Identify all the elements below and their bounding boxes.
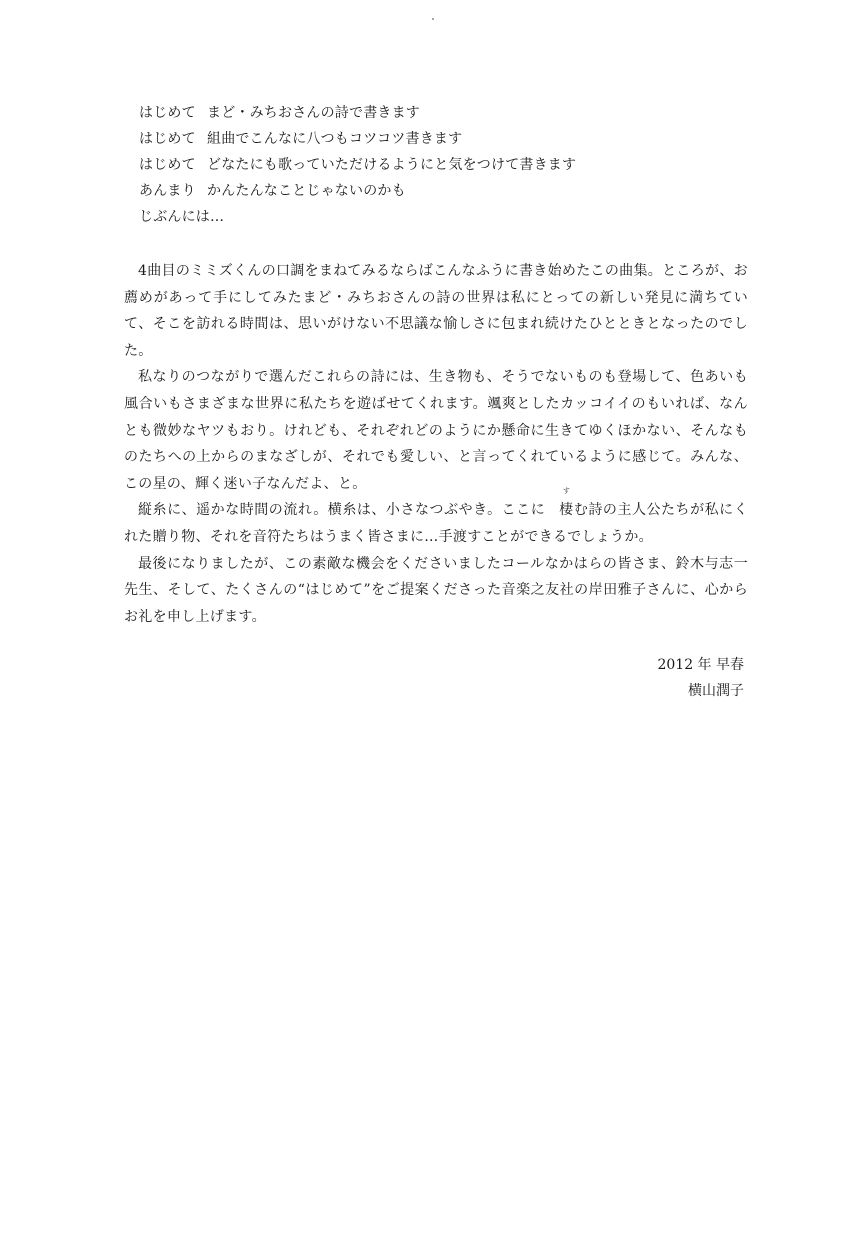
poem-line-lead: はじめて (139, 131, 196, 147)
poem-line-lead: はじめて (139, 105, 196, 121)
poem-line (139, 100, 759, 126)
afterword-body (124, 258, 748, 630)
poem-line (139, 204, 759, 230)
poem-line (139, 126, 759, 152)
signature-date: 2012 年 早春 (657, 657, 744, 673)
poem-line-text: かんたんなことじゃないのかも (207, 183, 406, 199)
paragraph-3-text-after: む詩の主人公たちが私にくれた贈り物、それを音符たちはうまく皆さまに…手渡すことができるでしょうか。 (124, 502, 748, 545)
opening-poem (139, 100, 759, 230)
poem-line-lead: じぶんには… (139, 209, 225, 225)
paragraph-3 (124, 487, 748, 550)
poem-line (139, 152, 759, 178)
poem-line-text: どなたにも歌っていただけるようにと気をつけて書きます (207, 157, 577, 173)
signature-block (657, 652, 744, 704)
ruby-base: 棲 (559, 502, 574, 519)
paragraph-1: 4曲目のミミズくんの口調をまねてみるならばこんなふうに書き始めたこの曲集。ところが、お薦めがあって手にしてみたまど・みちおさんの詩の世界は私にとっての新しい発見に満ちていて、そこを訪れる時間は、思いがけない不思議な愉しさに包まれ続けたひとときとなったのでした。 (124, 263, 748, 359)
poem-line-lead: あんまり (139, 183, 196, 199)
ruby-reading: す (562, 487, 570, 496)
signature-author: 横山潤子 (688, 683, 744, 699)
page-top-dot (432, 18, 434, 20)
poem-line-lead: はじめて (139, 157, 196, 173)
poem-line-text: まど・みちおさんの詩で書きます (207, 105, 420, 121)
poem-line (139, 178, 759, 204)
poem-line-text: 組曲でこんなに八つもコツコツ書きます (207, 131, 463, 147)
ruby-annotation (545, 487, 574, 524)
paragraph-4: 最後になりましたが、この素敵な機会をくださいましたコールなかはらの皆さま、鈴木与志一先生、そして、たくさんの“はじめて”をご提案くださった音楽之友社の岸田雅子さんに、心からお礼を申し上げます。 (124, 555, 748, 625)
paragraph-2: 私なりのつながりで選んだこれらの詩には、生き物も、そうでないものも登場して、色あいも風合いもさまざまな世界に私たちを遊ばせてくれます。颯爽としたカッコイイのもいれば、なんとも微妙なヤツもおり。けれども、それぞれどのようにか懸命に生きてゆくほかない、そんなものたちへの上からのまなざしが、それでも愛しい、と言ってくれているように感じて。みんな、この星の、輝く迷い子なんだよ、と。 (124, 369, 748, 492)
paragraph-3-text-before: 縦糸に、遥かな時間の流れ。横糸は、小さなつぶやき。ここに (138, 502, 546, 519)
